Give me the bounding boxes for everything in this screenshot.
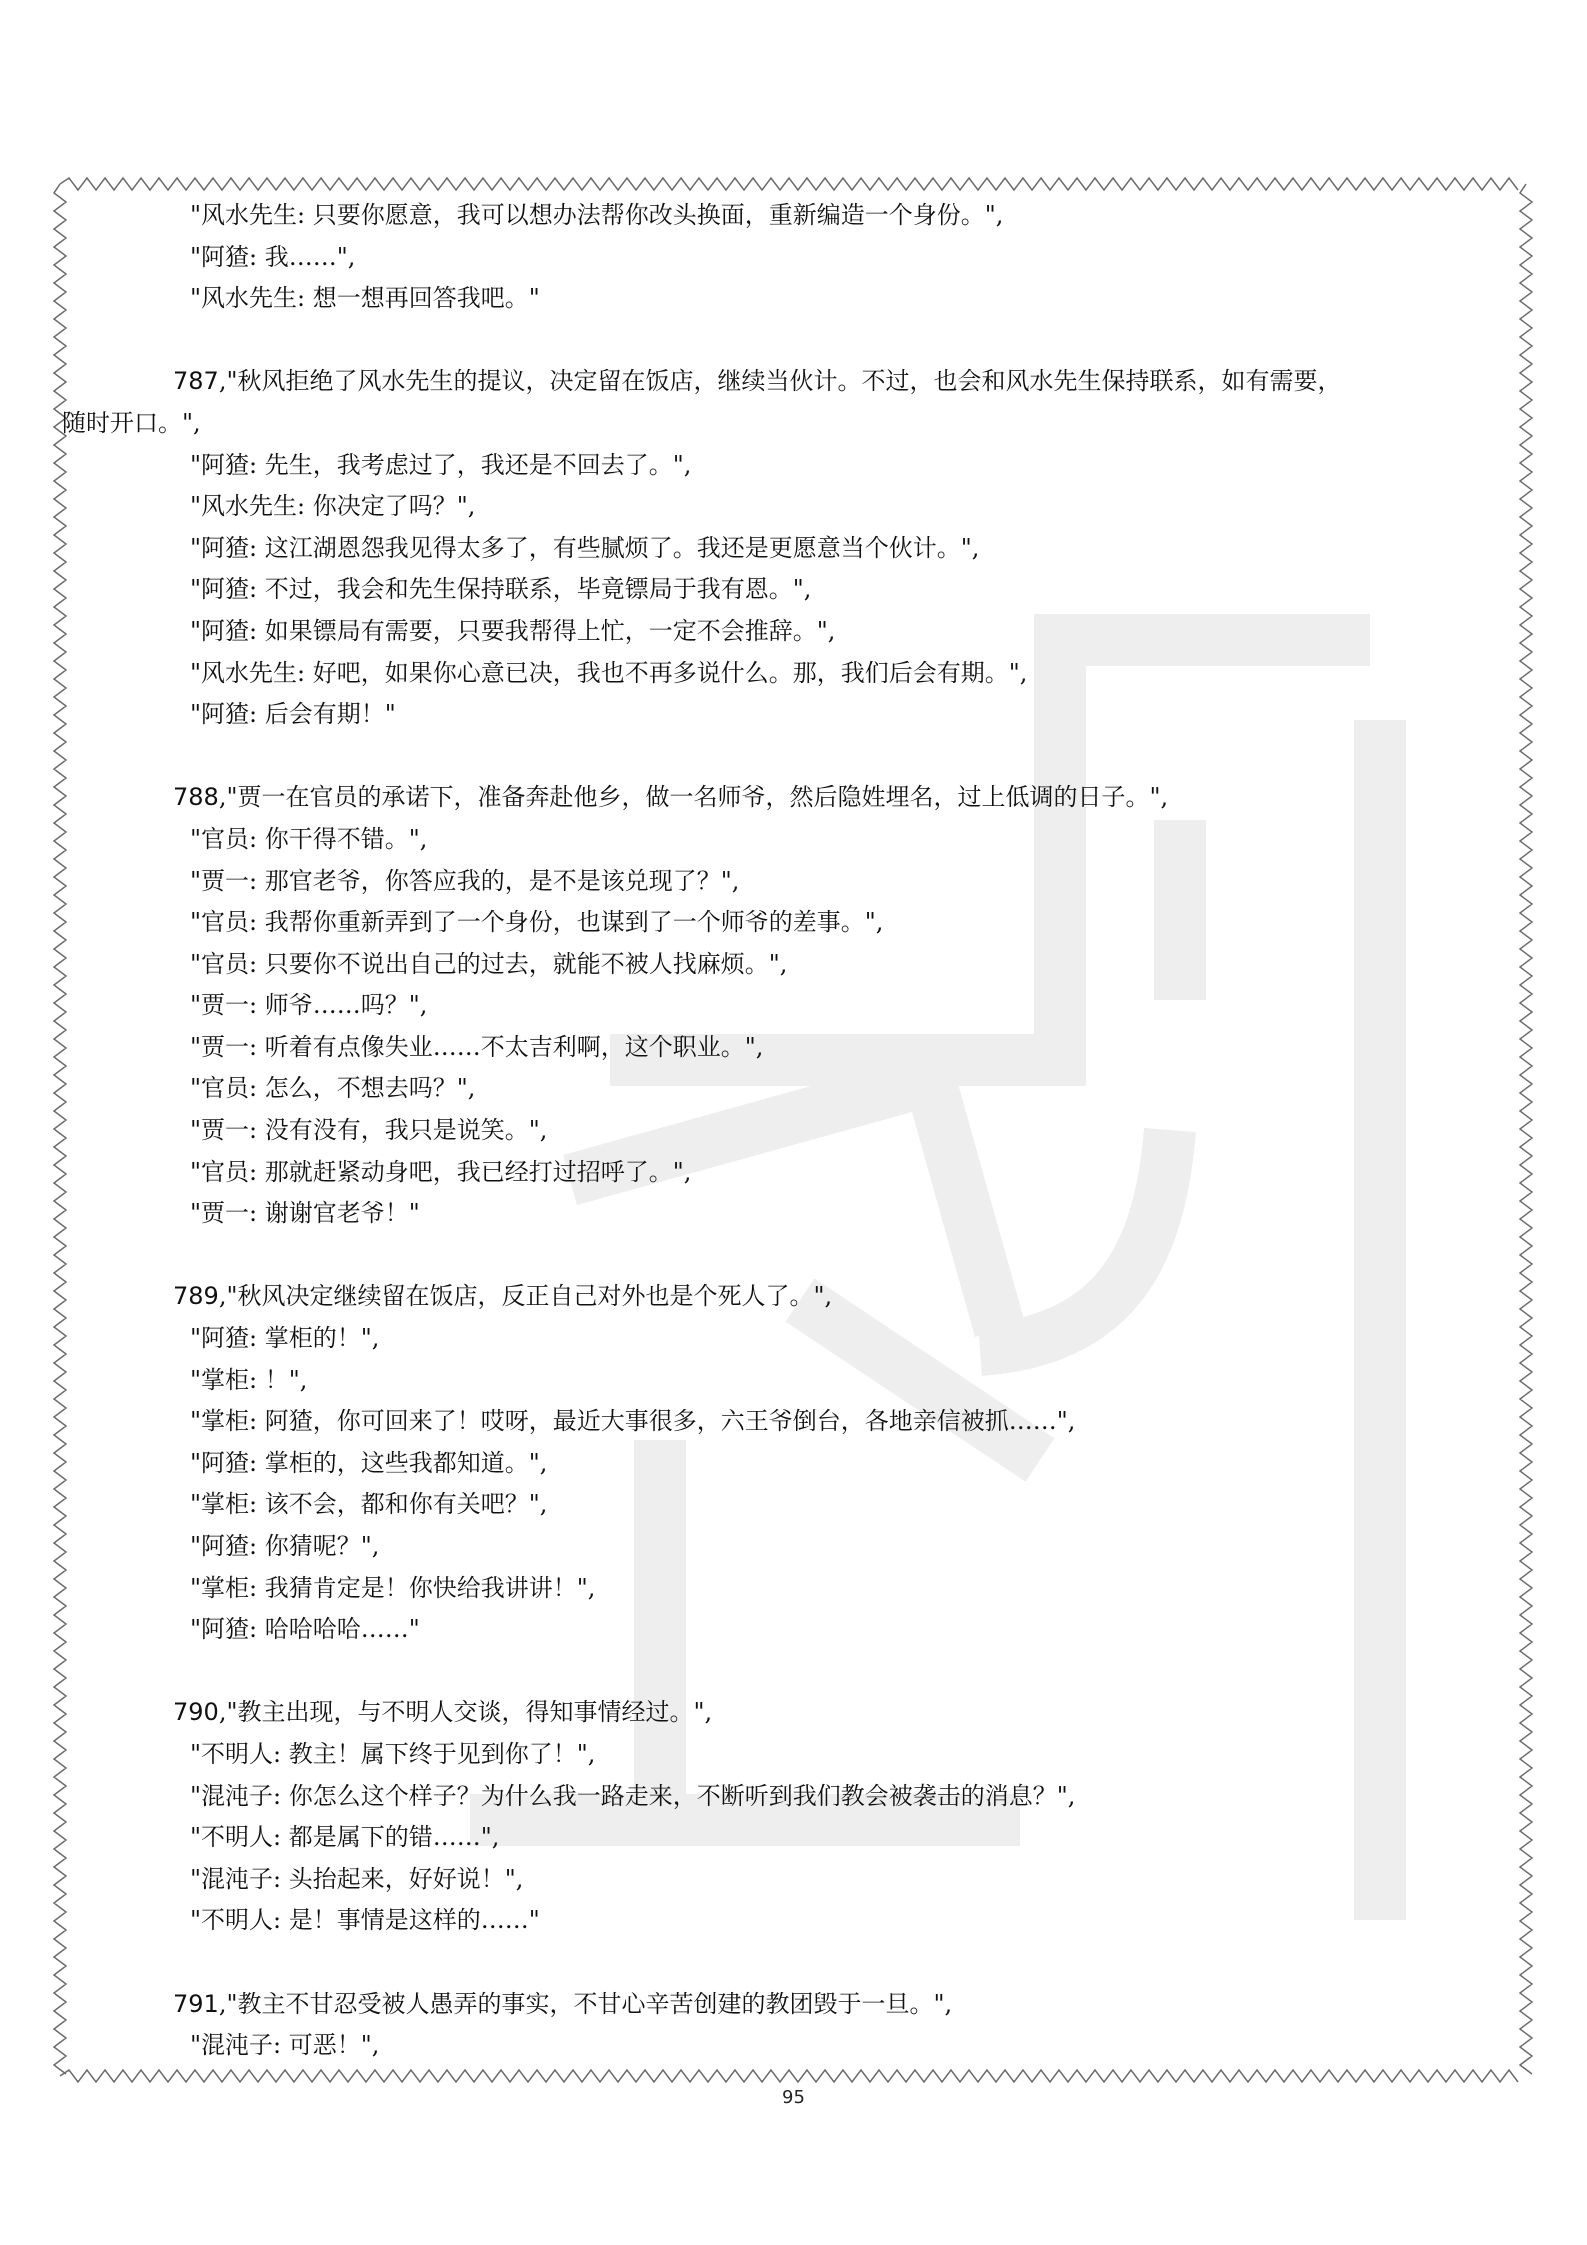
dialogue-line: "掌柜: ！",: [190, 1365, 308, 1394]
dialogue-line: "官员: 我帮你重新弄到了一个身份，也谋到了一个师爷的差事。",: [190, 908, 884, 937]
entry-heading: [62, 361, 1524, 403]
entry-heading: [62, 1984, 1524, 2026]
page-number: 95: [782, 2087, 805, 2108]
dialogue-line: "阿猹: 掌柜的！",: [190, 1324, 380, 1353]
dialogue-line: "阿猹: 如果镖局有需要，只要我帮得上忙，一定不会推辞。",: [190, 616, 836, 645]
entry-summary: ,"秋风决定继续留在饭店，反正自己对外也是个死人了。",: [218, 1282, 833, 1311]
entry-heading: [62, 1692, 1524, 1734]
entry-summary-continued: 随时开口。",: [62, 408, 201, 437]
entry-summary: ,"教主不甘忍受被人愚弄的事实，不甘心辛苦创建的教团毁于一旦。",: [218, 1989, 953, 2018]
dialogue-line: "风水先生: 好吧，如果你心意已决，我也不再多说什么。那，我们后会有期。",: [190, 658, 1028, 687]
border-top-zigzag: [60, 178, 1518, 190]
dialogue-line: "不明人: 是！事情是这样的……": [190, 1906, 540, 1935]
dialogue-line: "贾一: 听着有点像失业……不太吉利啊，这个职业。",: [190, 1032, 764, 1061]
dialogue-line: "混沌子: 你怎么这个样子？为什么我一路走来，不断听到我们教会被袭击的消息？",: [190, 1781, 1076, 1810]
document-body: [62, 195, 1524, 2067]
dialogue-line: "阿猹: 这江湖恩怨我见得太多了，有些腻烦了。我还是更愿意当个伙计。",: [190, 533, 980, 562]
entry-summary: ,"贾一在官员的承诺下，准备奔赴他乡，做一名师爷，然后隐姓埋名，过上低调的日子。",: [218, 783, 1169, 812]
dialogue-line: "贾一: 谢谢官老爷！": [190, 1199, 420, 1228]
dialogue-line: "阿猹: 不过，我会和先生保持联系，毕竟镖局于我有恩。",: [190, 575, 812, 604]
dialogue-line: "阿猹: 掌柜的，这些我都知道。",: [190, 1448, 548, 1477]
dialogue-line: "不明人: 都是属下的错……",: [190, 1823, 500, 1852]
dialogue-line: "掌柜: 我猜肯定是！你快给我讲讲！",: [190, 1573, 596, 1602]
entry-heading: [62, 1276, 1524, 1318]
dialogue-line: "混沌子: 可恶！",: [190, 2031, 380, 2060]
dialogue-line: "贾一: 师爷……吗？",: [190, 991, 428, 1020]
dialogue-line: "掌柜: 阿猹，你可回来了！哎呀，最近大事很多，六王爷倒台，各地亲信被抓……",: [190, 1407, 1076, 1436]
dialogue-line: "阿猹: 你猜呢？",: [190, 1532, 380, 1560]
dialogue-line: "官员: 怎么，不想去吗？",: [190, 1074, 476, 1103]
entry-number: 790: [173, 1698, 219, 1727]
entry-number: 787: [173, 367, 219, 396]
dialogue-line: "混沌子: 头抬起来，好好说！",: [190, 1864, 524, 1893]
dialogue-line: "官员: 只要你不说出自己的过去，就能不被人找麻烦。",: [190, 949, 788, 978]
paragraph-gap: [62, 1942, 1524, 1984]
dialogue-line: "贾一: 那官老爷，你答应我的，是不是该兑现了？",: [190, 866, 740, 895]
dialogue-line: "阿猹: 我……",: [190, 242, 356, 271]
dialogue-line: "阿猹: 哈哈哈哈……": [190, 1615, 420, 1644]
dialogue-line: "官员: 你干得不错。",: [190, 824, 428, 853]
dialogue-line: "风水先生: 只要你愿意，我可以想办法帮你改头换面，重新编造一个身份。",: [190, 201, 1004, 229]
dialogue-line: "不明人: 教主！属下终于见到你了！",: [190, 1739, 596, 1768]
dialogue-line: "风水先生: 想一想再回答我吧。": [190, 284, 540, 313]
entry-number: 789: [173, 1282, 219, 1311]
dialogue-line: "官员: 那就赶紧动身吧，我已经打过招呼了。",: [190, 1157, 692, 1186]
dialogue-line: "阿猹: 后会有期！": [190, 700, 396, 729]
paragraph-gap: [62, 1235, 1524, 1277]
dialogue-line: "阿猹: 先生，我考虑过了，我还是不回去了。",: [190, 450, 692, 479]
entry-number: 791: [173, 1989, 219, 2018]
entry-summary: ,"教主出现，与不明人交谈，得知事情经过。",: [218, 1698, 713, 1727]
dialogue-line: "风水先生: 你决定了吗？",: [190, 492, 476, 521]
entry-heading: [62, 777, 1524, 819]
dialogue-line: "贾一: 没有没有，我只是说笑。",: [190, 1116, 548, 1145]
paragraph-gap: [62, 1651, 1524, 1693]
entry-summary: ,"秋风拒绝了风水先生的提议，决定留在饭店，继续当伙计。不过，也会和风水先生保持联系，如有需要，: [218, 367, 1342, 396]
dialogue-line: "掌柜: 该不会，都和你有关吧？",: [190, 1490, 548, 1519]
border-bottom-zigzag: [60, 2070, 1518, 2082]
entry-number: 788: [173, 783, 219, 812]
paragraph-gap: [62, 320, 1524, 362]
paragraph-gap: [62, 736, 1524, 778]
